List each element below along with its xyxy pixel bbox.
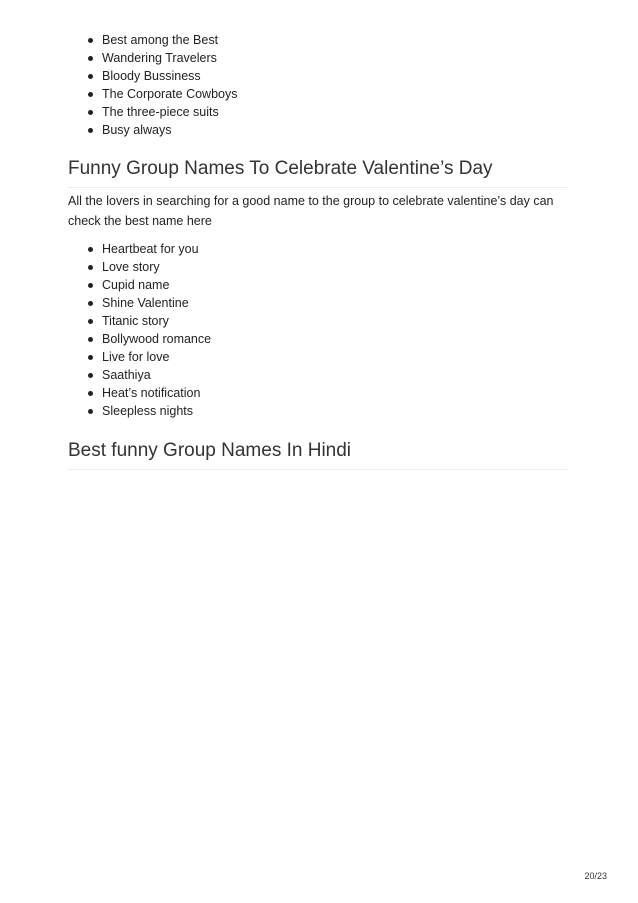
list-item-text: Busy always xyxy=(102,123,172,137)
bullet-icon xyxy=(88,110,93,115)
group-names-list xyxy=(88,31,237,139)
bullet-icon xyxy=(88,92,93,97)
section-paragraph: All the lovers in searching for a good name to the group to celebrate valentine’s day can check the best name here xyxy=(68,194,554,228)
list-item-text: Wandering Travelers xyxy=(102,51,217,65)
list-item-text: Bloody Bussiness xyxy=(102,69,201,83)
bullet-icon xyxy=(88,128,93,133)
bullet-icon xyxy=(88,301,93,306)
list-item-text: Best among the Best xyxy=(102,33,219,47)
list-item xyxy=(88,121,237,139)
list-item xyxy=(88,103,237,121)
list-item-text: Bollywood romance xyxy=(102,332,212,346)
bullet-icon xyxy=(88,265,93,270)
list-item xyxy=(88,49,237,67)
bullet-icon xyxy=(88,373,93,378)
bullet-icon xyxy=(88,283,93,288)
list-item-text: Live for love xyxy=(102,350,170,364)
list-item xyxy=(88,330,211,348)
list-item xyxy=(88,366,211,384)
bullet-icon xyxy=(88,391,93,396)
list-item-text: Titanic story xyxy=(102,314,169,328)
bullet-icon xyxy=(88,74,93,79)
list-item xyxy=(88,31,237,49)
bullet-icon xyxy=(88,38,93,43)
bullet-icon xyxy=(88,247,93,252)
bullet-icon xyxy=(88,337,93,342)
list-item-text: Saathiya xyxy=(102,368,151,382)
list-item-text: Heat’s notification xyxy=(102,386,201,400)
list-item xyxy=(88,85,237,103)
list-item xyxy=(88,348,211,366)
section-heading-hindi: Best funny Group Names In Hindi xyxy=(68,439,568,470)
list-item-text: Love story xyxy=(102,260,160,274)
bullet-icon xyxy=(88,409,93,414)
list-item xyxy=(88,384,211,402)
list-item-text: Shine Valentine xyxy=(102,296,189,310)
list-item-text: Heartbeat for you xyxy=(102,242,199,256)
list-item-text: Cupid name xyxy=(102,278,170,292)
section-heading-valentine: Funny Group Names To Celebrate Valentine’s Day xyxy=(68,157,568,188)
list-item xyxy=(88,294,211,312)
bullet-icon xyxy=(88,56,93,61)
list-item xyxy=(88,276,211,294)
list-item xyxy=(88,258,211,276)
list-item xyxy=(88,312,211,330)
bullet-icon xyxy=(88,319,93,324)
list-item-text: The three-piece suits xyxy=(102,105,219,119)
list-item xyxy=(88,240,211,258)
valentine-names-list xyxy=(88,240,211,420)
list-item xyxy=(88,402,211,420)
list-item xyxy=(88,67,237,85)
list-item-text: Sleepless nights xyxy=(102,404,194,418)
page-number: 20/23 xyxy=(584,871,607,881)
bullet-icon xyxy=(88,355,93,360)
list-item-text: The Corporate Cowboys xyxy=(102,87,238,101)
